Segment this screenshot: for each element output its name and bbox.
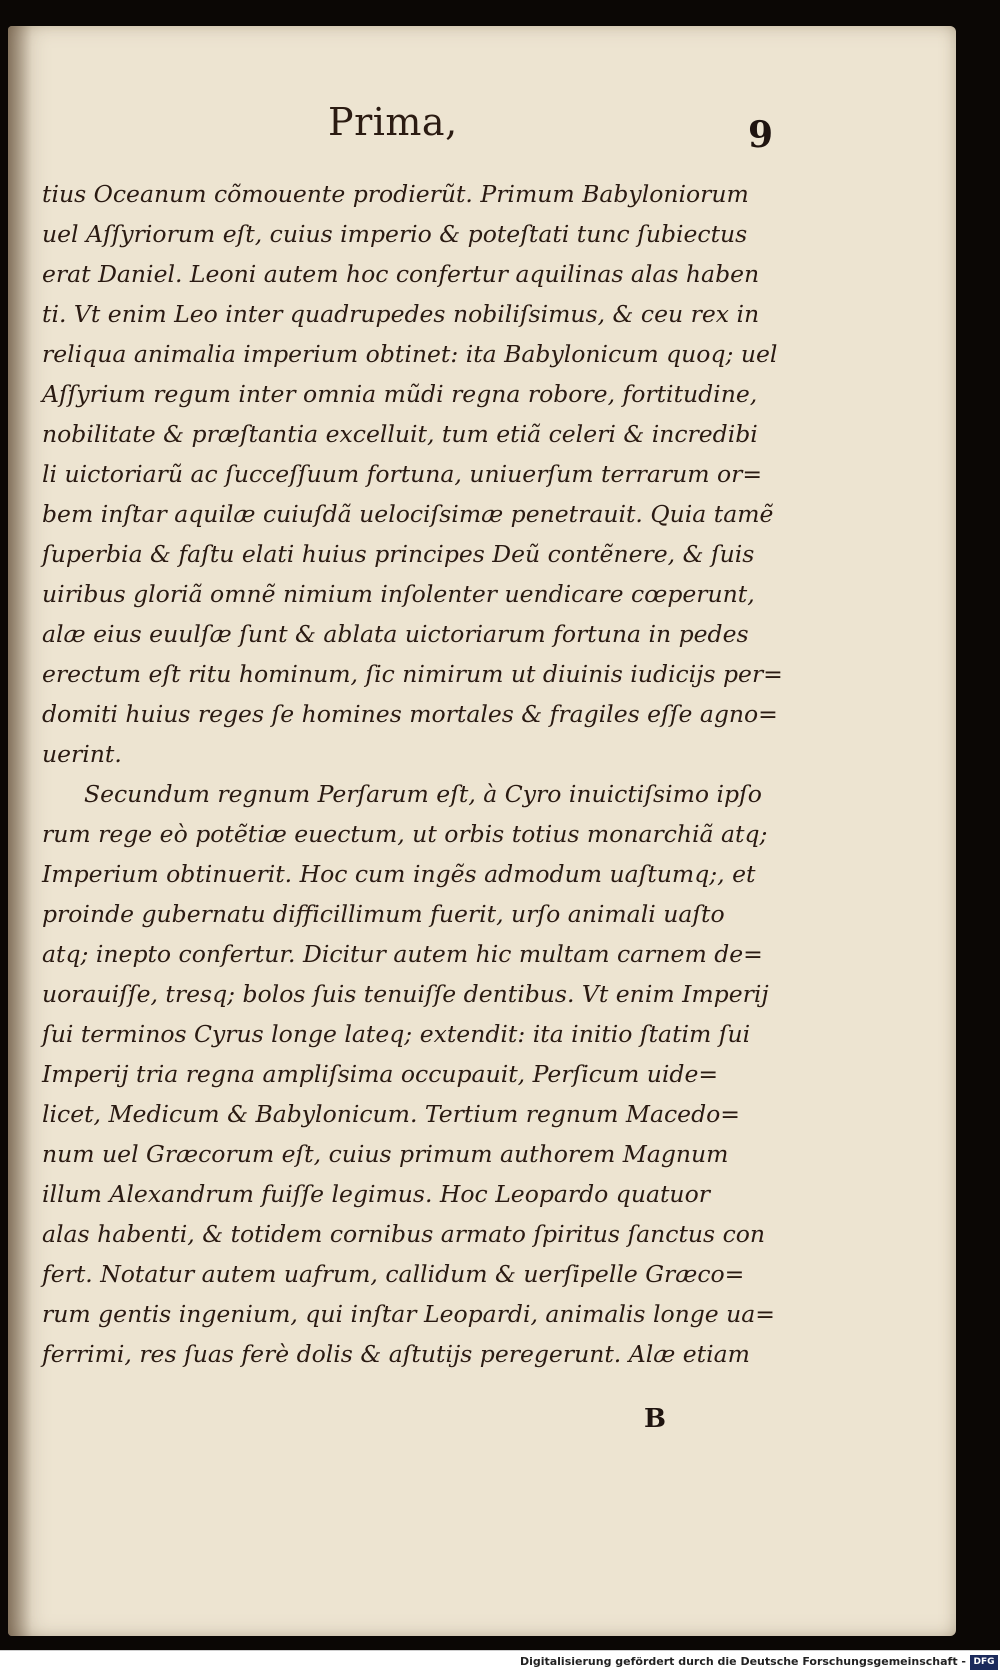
- page-number: 9: [748, 114, 774, 156]
- text-line: licet, Medicum & Babylonicum. Tertium regnum Macedo=: [42, 1100, 740, 1128]
- text-line: ferrimi, res ſuas ferè dolis & aſtutijs peregerunt. Alæ etiam: [42, 1340, 750, 1368]
- signature-mark: B: [644, 1404, 666, 1434]
- text-line: ti. Vt enim Leo inter quadrupedes nobiliſsimus, & ceu rex in: [42, 300, 760, 328]
- text-line: proinde gubernatu difficillimum fuerit, urſo animali uaſto: [42, 900, 725, 928]
- text-line: erat Daniel. Leoni autem hoc confertur aquilinas alas haben: [42, 260, 760, 288]
- text-line: bem inſtar aquilæ cuiuſdã uelociſsimæ penetrauit. Quia tamẽ: [42, 500, 774, 528]
- text-line: li uictoriarũ ac ſucceſſuum fortuna, uniuerſum terrarum or=: [42, 460, 763, 488]
- running-title: Prima,: [328, 100, 458, 144]
- text-line: tius Oceanum cõmouente prodierũt. Primum Babyloniorum: [42, 180, 749, 208]
- text-line: uorauiſſe, tresq; bolos ſuis tenuiſſe dentibus. Vt enim Imperij: [42, 980, 769, 1008]
- text-line: uel Aſſyriorum eſt, cuius imperio & poteſtati tunc ſubiectus: [42, 220, 748, 248]
- text-line: Imperij tria regna ampliſsima occupauit, Perſicum uide=: [42, 1060, 719, 1088]
- text-line: atq; inepto confertur. Dicitur autem hic multam carnem de=: [42, 940, 763, 968]
- text-line: alas habenti, & totidem cornibus armato ſpiritus ſanctus con: [42, 1220, 766, 1248]
- text-line: Imperium obtinuerit. Hoc cum ingẽs admodum uaſtumq;, et: [42, 860, 756, 888]
- text-line: rum rege eò potẽtiæ euectum, ut orbis totius monarchiã atq;: [42, 820, 768, 848]
- text-line: nobilitate & præſtantia excelluit, tum etiã celeri & incredibi: [42, 420, 758, 448]
- text-line: fert. Notatur autem uafrum, callidum & uerſipelle Græco=: [42, 1260, 745, 1288]
- text-line: rum gentis ingenium, qui inſtar Leopardi, animalis longe ua=: [42, 1300, 775, 1328]
- text-line: ſui terminos Cyrus longe lateq; extendit: ita initio ſtatim ſui: [42, 1020, 751, 1048]
- page-header: [8, 100, 956, 160]
- funding-credit: Digitalisierung gefördert durch die Deutsche Forschungsgemeinschaft -: [519, 1655, 966, 1668]
- text-line: domiti huius reges ſe homines mortales & fragiles eſſe agno=: [42, 700, 778, 728]
- book-page: [8, 26, 956, 1636]
- text-line: Aſſyrium regum inter omnia mũdi regna robore, fortitudine,: [42, 380, 758, 408]
- text-line: uerint.: [42, 740, 122, 768]
- paragraph-start-line: Secundum regnum Perſarum eſt, à Cyro inuictiſsimo ipſo: [84, 780, 762, 808]
- gutter-shadow: [8, 26, 32, 1636]
- dfg-logo-badge: DFG: [970, 1655, 998, 1670]
- text-line: illum Alexandrum fuiſſe legimus. Hoc Leopardo quatuor: [42, 1180, 710, 1208]
- text-line: erectum eſt ritu hominum, ſic nimirum ut diuinis iudicijs per=: [42, 660, 783, 688]
- text-line: uiribus gloriã omnẽ nimium inſolenter uendicare cœperunt,: [42, 580, 755, 608]
- text-line: reliqua animalia imperium obtinet: ita Babylonicum quoq; uel: [42, 340, 778, 368]
- text-line: alæ eius euulſæ ſunt & ablata uictoriarum fortuna in pedes: [42, 620, 749, 648]
- body-text: [42, 174, 783, 1374]
- footer-bar: [0, 1650, 1000, 1675]
- text-line: ſuperbia & faſtu elati huius principes Deũ contẽnere, & ſuis: [42, 540, 755, 568]
- text-line: num uel Græcorum eſt, cuius primum authorem Magnum: [42, 1140, 729, 1168]
